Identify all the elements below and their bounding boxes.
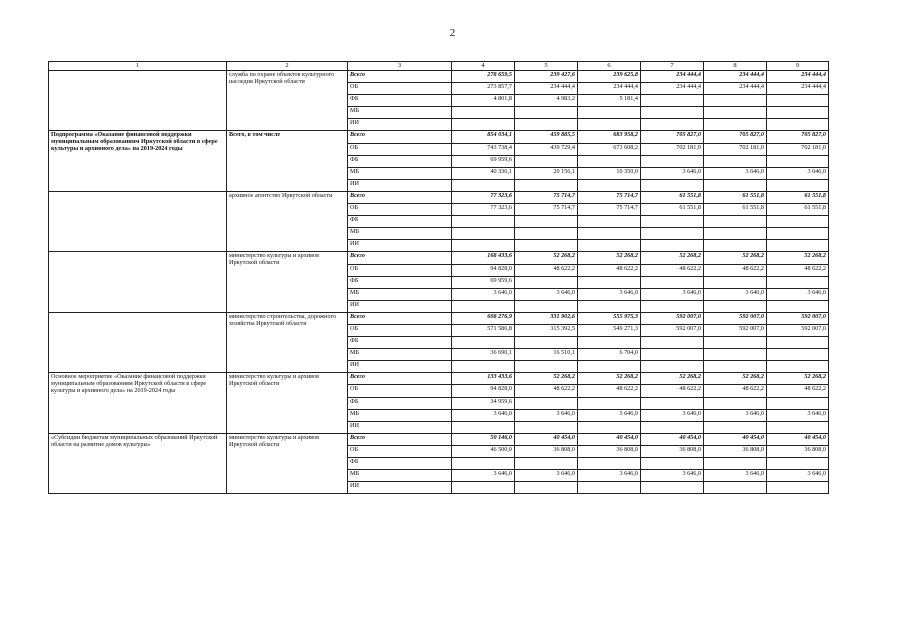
value-cell: 48 622,2	[578, 385, 641, 397]
column-header: 9	[767, 62, 829, 71]
value-cell: 683 958,2	[578, 131, 641, 143]
program-name-cell	[49, 312, 227, 372]
value-cell: 52 268,2	[641, 373, 704, 385]
value-cell	[515, 458, 578, 470]
value-cell	[578, 155, 641, 167]
value-cell	[767, 397, 829, 409]
value-cell: 3 646,0	[767, 167, 829, 179]
value-cell: 168 433,6	[452, 252, 515, 264]
value-cell	[515, 276, 578, 288]
value-cell: 3 646,0	[578, 409, 641, 421]
value-cell	[515, 216, 578, 228]
value-cell: 234 444,4	[515, 83, 578, 95]
value-cell	[704, 482, 767, 494]
funding-source-cell: Всего	[348, 373, 452, 385]
value-cell: 61 551,8	[767, 191, 829, 203]
value-cell: 592 007,0	[704, 312, 767, 324]
funding-source-cell: МБ	[348, 470, 452, 482]
value-cell: 239 625,8	[578, 71, 641, 83]
funding-source-cell: ОБ	[348, 324, 452, 336]
value-cell: 48 622,2	[704, 385, 767, 397]
value-cell: 69 959,6	[452, 276, 515, 288]
funding-source-cell: ОБ	[348, 445, 452, 457]
value-cell: 48 622,2	[641, 385, 704, 397]
value-cell	[704, 349, 767, 361]
value-cell: 3 646,0	[704, 167, 767, 179]
value-cell	[767, 300, 829, 312]
column-header: 5	[515, 62, 578, 71]
value-cell: 3 646,0	[452, 288, 515, 300]
value-cell	[704, 155, 767, 167]
table-row	[49, 433, 829, 445]
funding-source-cell: ФБ	[348, 95, 452, 107]
value-cell: 77 323,6	[452, 191, 515, 203]
funding-source-cell: Всего	[348, 191, 452, 203]
funding-source-cell: ИИ	[348, 119, 452, 131]
value-cell: 52 268,2	[704, 373, 767, 385]
value-cell: 3 646,0	[704, 470, 767, 482]
value-cell	[704, 361, 767, 373]
value-cell	[641, 397, 704, 409]
value-cell: 10 350,0	[578, 167, 641, 179]
value-cell	[641, 179, 704, 191]
value-cell: 36 808,0	[515, 445, 578, 457]
value-cell	[767, 276, 829, 288]
value-cell	[452, 107, 515, 119]
executor-cell: министерство строительства, дорожного хозяйства Иркутской области	[227, 312, 348, 372]
funding-source-cell: ОБ	[348, 143, 452, 155]
value-cell: 61 551,8	[704, 204, 767, 216]
value-cell: 592 007,0	[767, 324, 829, 336]
value-cell: 3 646,0	[641, 470, 704, 482]
value-cell: 3 646,0	[515, 288, 578, 300]
value-cell: 3 646,0	[578, 288, 641, 300]
value-cell: 40 454,0	[704, 433, 767, 445]
value-cell: 555 975,3	[578, 312, 641, 324]
value-cell: 854 034,1	[452, 131, 515, 143]
value-cell: 608 276,9	[452, 312, 515, 324]
page-number: 2	[449, 27, 456, 39]
funding-source-cell: ОБ	[348, 204, 452, 216]
value-cell: 3 646,0	[641, 167, 704, 179]
value-cell: 75 714,7	[515, 191, 578, 203]
value-cell: 52 268,2	[767, 252, 829, 264]
value-cell	[767, 361, 829, 373]
executor-cell: министерство культуры и архивов Иркутской области	[227, 252, 348, 312]
program-name-cell	[49, 71, 227, 131]
value-cell	[767, 421, 829, 433]
value-cell	[578, 421, 641, 433]
value-cell	[452, 337, 515, 349]
value-cell: 75 714,7	[578, 191, 641, 203]
value-cell	[578, 458, 641, 470]
value-cell: 592 007,0	[641, 312, 704, 324]
value-cell: 234 444,4	[704, 71, 767, 83]
value-cell: 16 510,1	[515, 349, 578, 361]
value-cell	[767, 349, 829, 361]
value-cell: 36 690,1	[452, 349, 515, 361]
value-cell: 40 454,0	[641, 433, 704, 445]
value-cell	[578, 119, 641, 131]
value-cell: 40 454,0	[515, 433, 578, 445]
funding-source-cell: ФБ	[348, 337, 452, 349]
value-cell	[641, 107, 704, 119]
value-cell: 48 622,2	[767, 264, 829, 276]
value-cell	[515, 107, 578, 119]
value-cell	[641, 95, 704, 107]
value-cell: 52 268,2	[704, 252, 767, 264]
value-cell: 36 808,0	[767, 445, 829, 457]
funding-source-cell: ФБ	[348, 155, 452, 167]
value-cell: 52 268,2	[578, 373, 641, 385]
value-cell: 48 622,2	[515, 264, 578, 276]
value-cell: 40 454,0	[578, 433, 641, 445]
value-cell: 52 268,2	[641, 252, 704, 264]
value-cell	[452, 300, 515, 312]
value-cell	[515, 300, 578, 312]
value-cell	[641, 337, 704, 349]
table-row	[49, 191, 829, 203]
value-cell: 40 454,0	[767, 433, 829, 445]
value-cell	[767, 155, 829, 167]
column-header: 8	[704, 62, 767, 71]
funding-source-cell: ФБ	[348, 397, 452, 409]
value-cell	[641, 155, 704, 167]
value-cell	[452, 458, 515, 470]
value-cell	[578, 179, 641, 191]
budget-table	[48, 61, 829, 494]
value-cell: 702 181,0	[641, 143, 704, 155]
funding-source-cell: ИИ	[348, 482, 452, 494]
funding-source-cell: Всего	[348, 131, 452, 143]
value-cell	[767, 95, 829, 107]
executor-cell: Всего, в том числе	[227, 131, 348, 191]
executor-cell: архивное агентство Иркутской области	[227, 191, 348, 251]
value-cell	[578, 276, 641, 288]
value-cell	[704, 119, 767, 131]
value-cell	[641, 482, 704, 494]
value-cell: 75 714,7	[515, 204, 578, 216]
value-cell: 3 646,0	[767, 288, 829, 300]
funding-source-cell: ОБ	[348, 385, 452, 397]
value-cell: 439 729,4	[515, 143, 578, 155]
value-cell: 234 444,4	[578, 83, 641, 95]
value-cell	[641, 458, 704, 470]
value-cell	[578, 361, 641, 373]
value-cell	[641, 300, 704, 312]
funding-source-cell: ФБ	[348, 216, 452, 228]
value-cell: 20 156,1	[515, 167, 578, 179]
value-cell: 743 738,4	[452, 143, 515, 155]
value-cell: 234 444,4	[767, 83, 829, 95]
value-cell: 61 551,8	[704, 191, 767, 203]
value-cell: 4 801,8	[452, 95, 515, 107]
value-cell: 234 444,4	[704, 83, 767, 95]
funding-source-cell: ИИ	[348, 179, 452, 191]
value-cell: 75 714,7	[578, 204, 641, 216]
value-cell	[704, 107, 767, 119]
value-cell	[452, 361, 515, 373]
table-row	[49, 71, 829, 83]
column-header: 6	[578, 62, 641, 71]
funding-source-cell: ИИ	[348, 240, 452, 252]
value-cell	[704, 458, 767, 470]
value-cell	[515, 482, 578, 494]
column-header: 4	[452, 62, 515, 71]
table-row	[49, 373, 829, 385]
value-cell: 40 336,1	[452, 167, 515, 179]
value-cell: 48 622,2	[767, 385, 829, 397]
value-cell: 592 007,0	[767, 312, 829, 324]
value-cell	[515, 421, 578, 433]
value-cell	[515, 337, 578, 349]
value-cell: 459 885,5	[515, 131, 578, 143]
value-cell	[578, 482, 641, 494]
value-cell: 48 622,2	[704, 264, 767, 276]
value-cell	[704, 337, 767, 349]
program-name-cell	[49, 191, 227, 251]
funding-source-cell: ФБ	[348, 276, 452, 288]
value-cell	[704, 216, 767, 228]
value-cell	[515, 240, 578, 252]
funding-source-cell: МБ	[348, 107, 452, 119]
funding-source-cell: Всего	[348, 433, 452, 445]
value-cell	[578, 300, 641, 312]
value-cell	[704, 240, 767, 252]
funding-source-cell: ОБ	[348, 264, 452, 276]
value-cell: 94 828,0	[452, 385, 515, 397]
value-cell: 48 622,2	[515, 385, 578, 397]
value-cell: 69 959,6	[452, 155, 515, 167]
value-cell: 52 268,2	[515, 373, 578, 385]
value-cell: 3 646,0	[704, 288, 767, 300]
value-cell	[767, 337, 829, 349]
value-cell: 549 271,3	[578, 324, 641, 336]
value-cell	[452, 179, 515, 191]
value-cell	[641, 276, 704, 288]
value-cell	[704, 300, 767, 312]
value-cell: 34 959,6	[452, 397, 515, 409]
value-cell	[578, 337, 641, 349]
table-row	[49, 312, 829, 324]
funding-source-cell: ИИ	[348, 300, 452, 312]
value-cell	[641, 240, 704, 252]
column-header: 7	[641, 62, 704, 71]
value-cell	[515, 179, 578, 191]
value-cell: 3 646,0	[767, 470, 829, 482]
value-cell: 3 646,0	[452, 470, 515, 482]
value-cell: 702 181,0	[767, 143, 829, 155]
value-cell: 3 646,0	[767, 409, 829, 421]
value-cell: 94 828,0	[452, 264, 515, 276]
value-cell	[578, 397, 641, 409]
value-cell	[767, 228, 829, 240]
program-name-cell: «Субсидии бюджетам муниципальных образований Иркутской области на развитие домов культуры»	[49, 433, 227, 493]
value-cell: 592 007,0	[641, 324, 704, 336]
value-cell	[452, 119, 515, 131]
value-cell	[641, 421, 704, 433]
value-cell: 315 392,5	[515, 324, 578, 336]
value-cell: 77 323,6	[452, 204, 515, 216]
value-cell	[452, 216, 515, 228]
value-cell: 36 808,0	[578, 445, 641, 457]
value-cell	[452, 240, 515, 252]
value-cell: 234 444,4	[641, 83, 704, 95]
value-cell	[767, 216, 829, 228]
value-cell: 61 551,8	[641, 191, 704, 203]
value-cell: 52 268,2	[515, 252, 578, 264]
program-name-cell: Подпрограмма «Оказание финансовой поддержки муниципальным образованиям Иркутской области в сфере культуры и архивного дела» на 2019-2024 годы	[49, 131, 227, 191]
value-cell	[515, 155, 578, 167]
value-cell	[704, 397, 767, 409]
value-cell: 273 857,7	[452, 83, 515, 95]
value-cell: 46 500,0	[452, 445, 515, 457]
value-cell	[578, 228, 641, 240]
value-cell	[767, 179, 829, 191]
value-cell: 571 586,8	[452, 324, 515, 336]
value-cell: 52 268,2	[578, 252, 641, 264]
value-cell: 331 902,6	[515, 312, 578, 324]
value-cell: 4 983,2	[515, 95, 578, 107]
value-cell: 3 646,0	[641, 409, 704, 421]
value-cell: 48 622,2	[578, 264, 641, 276]
funding-source-cell: МБ	[348, 409, 452, 421]
column-header: 2	[227, 62, 348, 71]
funding-source-cell: Всего	[348, 252, 452, 264]
table-row	[49, 131, 829, 143]
value-cell	[515, 119, 578, 131]
value-cell: 61 551,8	[641, 204, 704, 216]
value-cell: 3 646,0	[515, 470, 578, 482]
value-cell	[578, 240, 641, 252]
value-cell	[704, 276, 767, 288]
value-cell	[767, 119, 829, 131]
value-cell: 3 646,0	[578, 470, 641, 482]
value-cell: 36 808,0	[704, 445, 767, 457]
funding-source-cell: Всего	[348, 71, 452, 83]
value-cell: 705 827,0	[704, 131, 767, 143]
value-cell	[578, 216, 641, 228]
value-cell: 673 608,2	[578, 143, 641, 155]
value-cell	[641, 361, 704, 373]
value-cell	[515, 228, 578, 240]
value-cell: 592 007,0	[704, 324, 767, 336]
value-cell	[704, 179, 767, 191]
funding-source-cell: МБ	[348, 228, 452, 240]
value-cell	[767, 458, 829, 470]
value-cell: 6 704,0	[578, 349, 641, 361]
value-cell: 61 551,8	[767, 204, 829, 216]
value-cell	[578, 107, 641, 119]
funding-source-cell: ОБ	[348, 83, 452, 95]
value-cell: 52 268,2	[767, 373, 829, 385]
value-cell	[704, 95, 767, 107]
value-cell: 48 622,2	[641, 264, 704, 276]
funding-source-cell: ИИ	[348, 421, 452, 433]
value-cell: 705 827,0	[641, 131, 704, 143]
value-cell	[704, 228, 767, 240]
executor-cell: служба по охране объектов культурного наследия Иркутской области	[227, 71, 348, 131]
value-cell: 702 181,0	[704, 143, 767, 155]
value-cell	[767, 482, 829, 494]
value-cell: 278 659,5	[452, 71, 515, 83]
executor-cell: министерство культуры и архивов Иркутской области	[227, 433, 348, 493]
column-number-row	[49, 62, 829, 71]
funding-source-cell: Всего	[348, 312, 452, 324]
value-cell	[641, 228, 704, 240]
value-cell	[767, 107, 829, 119]
value-cell: 705 827,0	[767, 131, 829, 143]
funding-source-cell: ИИ	[348, 361, 452, 373]
table-row	[49, 252, 829, 264]
funding-source-cell: МБ	[348, 349, 452, 361]
value-cell	[641, 119, 704, 131]
value-cell: 5 181,4	[578, 95, 641, 107]
program-name-cell	[49, 252, 227, 312]
funding-source-cell: МБ	[348, 288, 452, 300]
value-cell: 234 444,4	[641, 71, 704, 83]
value-cell	[452, 228, 515, 240]
value-cell: 3 646,0	[641, 288, 704, 300]
executor-cell: министерство культуры и архивов Иркутской области	[227, 373, 348, 433]
value-cell	[641, 216, 704, 228]
value-cell	[704, 421, 767, 433]
funding-source-cell: ФБ	[348, 458, 452, 470]
program-name-cell: Основное мероприятие «Оказание финансовой поддержки муниципальным образованиям Иркутской области в сфере культуры и архивного дела» на 2019-2024 годы	[49, 373, 227, 433]
value-cell: 3 646,0	[452, 409, 515, 421]
value-cell	[452, 482, 515, 494]
value-cell: 133 433,6	[452, 373, 515, 385]
value-cell: 234 444,4	[767, 71, 829, 83]
funding-source-cell: МБ	[348, 167, 452, 179]
value-cell	[515, 397, 578, 409]
value-cell	[452, 421, 515, 433]
value-cell: 3 646,0	[515, 409, 578, 421]
value-cell	[767, 240, 829, 252]
value-cell: 239 427,6	[515, 71, 578, 83]
value-cell: 36 808,0	[641, 445, 704, 457]
value-cell	[641, 349, 704, 361]
value-cell	[515, 361, 578, 373]
column-header: 1	[49, 62, 227, 71]
value-cell: 50 146,0	[452, 433, 515, 445]
value-cell: 3 646,0	[704, 409, 767, 421]
column-header: 3	[348, 62, 452, 71]
